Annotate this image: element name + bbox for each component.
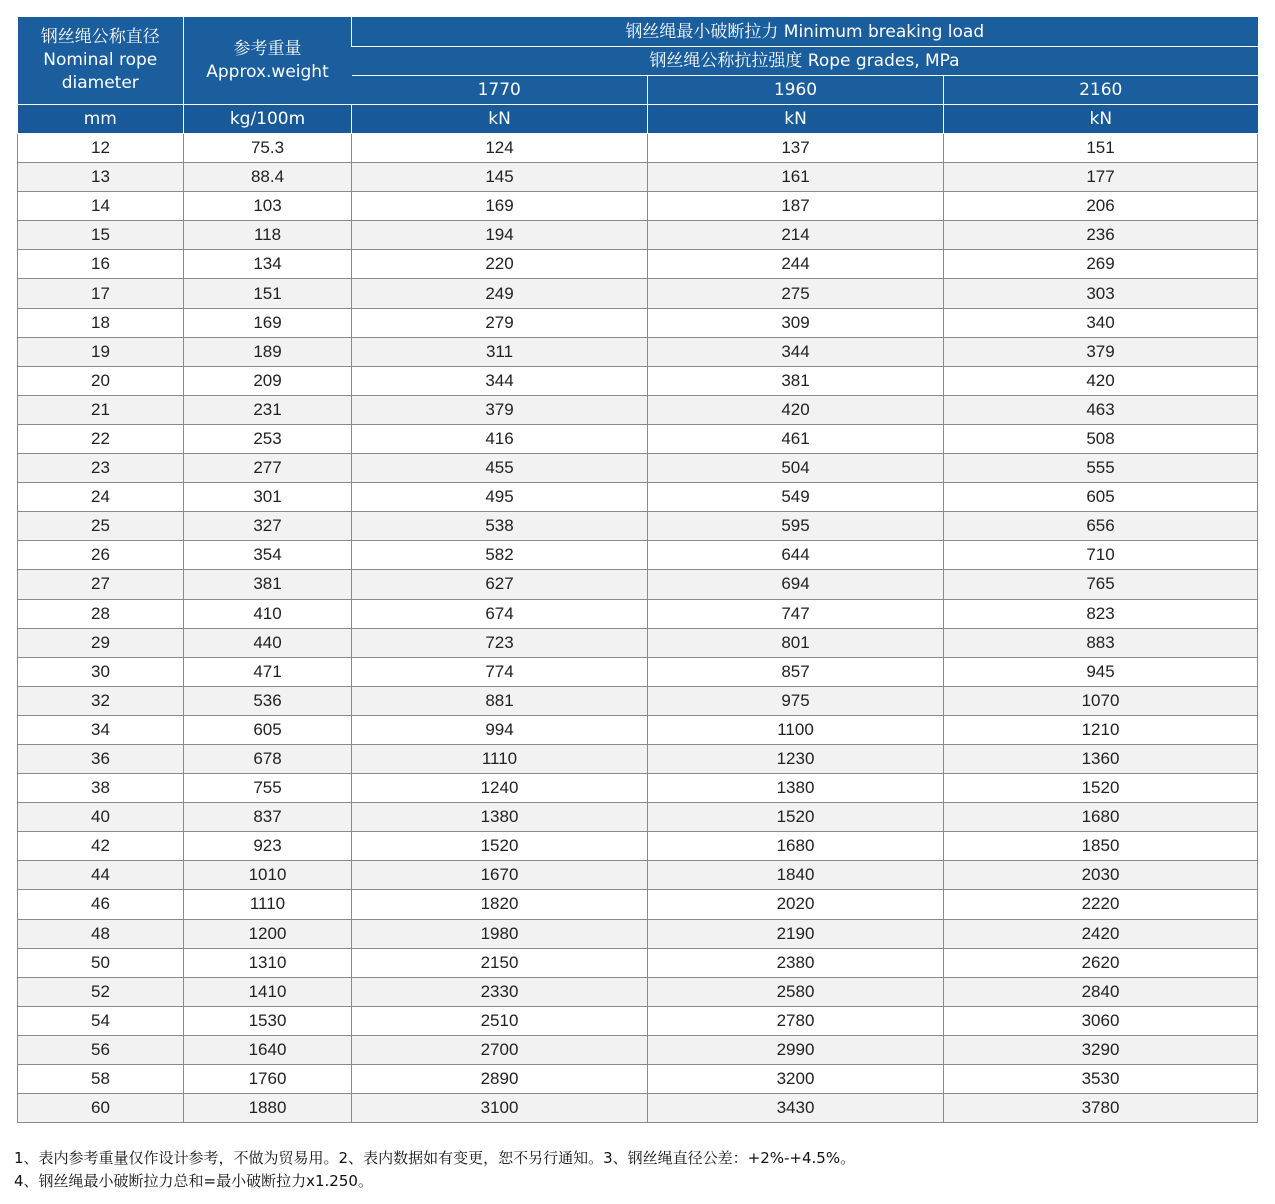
weight-cell: 88.4 xyxy=(184,163,352,192)
load-1770-cell: 1670 xyxy=(352,861,648,890)
table-row xyxy=(18,308,1258,337)
grade-header-1770: 1770 xyxy=(352,76,648,105)
load-2160-cell: 3060 xyxy=(944,1006,1258,1035)
weight-cell: 277 xyxy=(184,454,352,483)
load-1770-cell: 379 xyxy=(352,395,648,424)
load-2160-cell: 1360 xyxy=(944,744,1258,773)
load-1770-cell: 881 xyxy=(352,686,648,715)
diameter-cell: 15 xyxy=(18,221,184,250)
load-2160-cell: 3290 xyxy=(944,1035,1258,1064)
diameter-cell: 22 xyxy=(18,424,184,453)
weight-cell: 1310 xyxy=(184,948,352,977)
weight-cell: 1200 xyxy=(184,919,352,948)
diameter-cell: 17 xyxy=(18,279,184,308)
load-1770-cell: 2700 xyxy=(352,1035,648,1064)
weight-cell: 440 xyxy=(184,628,352,657)
diameter-cell: 44 xyxy=(18,861,184,890)
load-2160-cell: 508 xyxy=(944,424,1258,453)
weight-cell: 354 xyxy=(184,541,352,570)
load-1770-cell: 2890 xyxy=(352,1065,648,1094)
weight-cell: 301 xyxy=(184,483,352,512)
load-1770-cell: 674 xyxy=(352,599,648,628)
load-2160-cell: 605 xyxy=(944,483,1258,512)
load-1960-cell: 549 xyxy=(648,483,944,512)
load-2160-cell: 1520 xyxy=(944,774,1258,803)
breaking-load-table-container xyxy=(17,17,1257,1123)
load-2160-cell: 379 xyxy=(944,337,1258,366)
load-1960-cell: 461 xyxy=(648,424,944,453)
load-1770-cell: 416 xyxy=(352,424,648,453)
weight-cell: 1640 xyxy=(184,1035,352,1064)
load-1960-cell: 1520 xyxy=(648,803,944,832)
load-1770-cell: 344 xyxy=(352,366,648,395)
table-row xyxy=(18,890,1258,919)
breaking-load-header: 钢丝绳最小破断拉力 Minimum breaking load xyxy=(352,17,1258,47)
table-row xyxy=(18,337,1258,366)
diameter-cell: 19 xyxy=(18,337,184,366)
load-1960-cell: 644 xyxy=(648,541,944,570)
load-2160-cell: 463 xyxy=(944,395,1258,424)
load-2160-cell: 2420 xyxy=(944,919,1258,948)
weight-header-en: Approx.weight xyxy=(206,61,329,82)
diameter-cell: 56 xyxy=(18,1035,184,1064)
diameter-header-en2: diameter xyxy=(61,73,139,93)
load-1960-cell: 857 xyxy=(648,657,944,686)
diameter-cell: 52 xyxy=(18,977,184,1006)
table-row xyxy=(18,512,1258,541)
table-row xyxy=(18,1065,1258,1094)
weight-cell: 134 xyxy=(184,250,352,279)
load-1960-cell: 595 xyxy=(648,512,944,541)
weight-cell: 837 xyxy=(184,803,352,832)
weight-cell: 118 xyxy=(184,221,352,250)
load-2160-cell: 206 xyxy=(944,192,1258,221)
table-row xyxy=(18,570,1258,599)
diameter-cell: 21 xyxy=(18,395,184,424)
diameter-cell: 26 xyxy=(18,541,184,570)
diameter-cell: 34 xyxy=(18,715,184,744)
weight-cell: 755 xyxy=(184,774,352,803)
load-1960-cell: 3200 xyxy=(648,1065,944,1094)
table-row xyxy=(18,1035,1258,1064)
table-row xyxy=(18,715,1258,744)
weight-cell: 381 xyxy=(184,570,352,599)
table-row xyxy=(18,250,1258,279)
weight-cell: 209 xyxy=(184,366,352,395)
diameter-cell: 20 xyxy=(18,366,184,395)
load-1770-cell: 2150 xyxy=(352,948,648,977)
table-row xyxy=(18,483,1258,512)
diameter-cell: 46 xyxy=(18,890,184,919)
load-1770-cell: 495 xyxy=(352,483,648,512)
footnotes xyxy=(14,1147,855,1193)
rope-grades-header: 钢丝绳公称抗拉强度 Rope grades, MPa xyxy=(352,47,1258,76)
load-1960-cell: 2190 xyxy=(648,919,944,948)
weight-cell: 678 xyxy=(184,744,352,773)
table-row xyxy=(18,657,1258,686)
load-2160-cell: 2030 xyxy=(944,861,1258,890)
load-1960-cell: 3430 xyxy=(648,1094,944,1123)
load-2160-cell: 710 xyxy=(944,541,1258,570)
load-2160-cell: 945 xyxy=(944,657,1258,686)
unit-kn-1770: kN xyxy=(352,105,648,134)
load-2160-cell: 236 xyxy=(944,221,1258,250)
load-1960-cell: 1230 xyxy=(648,744,944,773)
weight-cell: 1010 xyxy=(184,861,352,890)
weight-cell: 923 xyxy=(184,832,352,861)
weight-cell: 410 xyxy=(184,599,352,628)
load-1770-cell: 1980 xyxy=(352,919,648,948)
load-1960-cell: 381 xyxy=(648,366,944,395)
table-row xyxy=(18,366,1258,395)
load-1770-cell: 1110 xyxy=(352,744,648,773)
load-1960-cell: 187 xyxy=(648,192,944,221)
load-1960-cell: 420 xyxy=(648,395,944,424)
unit-mm: mm xyxy=(18,105,184,134)
diameter-cell: 14 xyxy=(18,192,184,221)
load-1960-cell: 2990 xyxy=(648,1035,944,1064)
load-2160-cell: 340 xyxy=(944,308,1258,337)
breaking-load-table xyxy=(17,17,1258,1123)
load-1960-cell: 1100 xyxy=(648,715,944,744)
load-1770-cell: 249 xyxy=(352,279,648,308)
table-row xyxy=(18,1094,1258,1123)
table-row xyxy=(18,134,1258,163)
diameter-cell: 29 xyxy=(18,628,184,657)
load-1960-cell: 137 xyxy=(648,134,944,163)
diameter-header xyxy=(18,17,184,105)
table-row xyxy=(18,599,1258,628)
weight-cell: 536 xyxy=(184,686,352,715)
table-body xyxy=(18,134,1258,1123)
table-row xyxy=(18,395,1258,424)
load-1770-cell: 627 xyxy=(352,570,648,599)
weight-cell: 1880 xyxy=(184,1094,352,1123)
weight-cell: 1110 xyxy=(184,890,352,919)
load-1770-cell: 311 xyxy=(352,337,648,366)
load-1770-cell: 1520 xyxy=(352,832,648,861)
load-2160-cell: 2840 xyxy=(944,977,1258,1006)
table-row xyxy=(18,744,1258,773)
load-1770-cell: 1240 xyxy=(352,774,648,803)
table-row xyxy=(18,192,1258,221)
load-1770-cell: 2510 xyxy=(352,1006,648,1035)
load-1770-cell: 3100 xyxy=(352,1094,648,1123)
diameter-cell: 25 xyxy=(18,512,184,541)
diameter-cell: 36 xyxy=(18,744,184,773)
load-1770-cell: 194 xyxy=(352,221,648,250)
weight-cell: 327 xyxy=(184,512,352,541)
load-1960-cell: 504 xyxy=(648,454,944,483)
unit-kg-per-100m: kg/100m xyxy=(184,105,352,134)
load-2160-cell: 555 xyxy=(944,454,1258,483)
diameter-cell: 16 xyxy=(18,250,184,279)
load-2160-cell: 1850 xyxy=(944,832,1258,861)
load-2160-cell: 765 xyxy=(944,570,1258,599)
table-row xyxy=(18,861,1258,890)
diameter-cell: 58 xyxy=(18,1065,184,1094)
weight-cell: 605 xyxy=(184,715,352,744)
load-1960-cell: 2020 xyxy=(648,890,944,919)
load-1770-cell: 538 xyxy=(352,512,648,541)
load-1770-cell: 169 xyxy=(352,192,648,221)
load-1770-cell: 145 xyxy=(352,163,648,192)
diameter-cell: 32 xyxy=(18,686,184,715)
table-row xyxy=(18,803,1258,832)
diameter-cell: 23 xyxy=(18,454,184,483)
load-2160-cell: 656 xyxy=(944,512,1258,541)
load-1770-cell: 582 xyxy=(352,541,648,570)
load-1960-cell: 2780 xyxy=(648,1006,944,1035)
diameter-cell: 28 xyxy=(18,599,184,628)
load-1960-cell: 2580 xyxy=(648,977,944,1006)
load-2160-cell: 1680 xyxy=(944,803,1258,832)
diameter-cell: 27 xyxy=(18,570,184,599)
table-row xyxy=(18,977,1258,1006)
diameter-cell: 18 xyxy=(18,308,184,337)
diameter-cell: 50 xyxy=(18,948,184,977)
weight-cell: 75.3 xyxy=(184,134,352,163)
load-1770-cell: 1820 xyxy=(352,890,648,919)
load-2160-cell: 2220 xyxy=(944,890,1258,919)
table-row xyxy=(18,832,1258,861)
diameter-cell: 54 xyxy=(18,1006,184,1035)
load-2160-cell: 2620 xyxy=(944,948,1258,977)
weight-cell: 103 xyxy=(184,192,352,221)
load-1770-cell: 994 xyxy=(352,715,648,744)
weight-cell: 471 xyxy=(184,657,352,686)
table-header xyxy=(18,17,1258,134)
diameter-cell: 13 xyxy=(18,163,184,192)
grade-header-1960: 1960 xyxy=(648,76,944,105)
unit-kn-1960: kN xyxy=(648,105,944,134)
load-2160-cell: 420 xyxy=(944,366,1258,395)
load-1960-cell: 1380 xyxy=(648,774,944,803)
table-row xyxy=(18,774,1258,803)
table-row xyxy=(18,919,1258,948)
diameter-header-cn: 钢丝绳公称直径 xyxy=(40,27,160,47)
footnote-line-2: 4、钢丝绳最小破断拉力总和=最小破断拉力x1.250。 xyxy=(14,1172,373,1190)
diameter-cell: 42 xyxy=(18,832,184,861)
table-row xyxy=(18,628,1258,657)
diameter-cell: 40 xyxy=(18,803,184,832)
weight-header xyxy=(184,17,352,105)
load-1770-cell: 279 xyxy=(352,308,648,337)
diameter-cell: 30 xyxy=(18,657,184,686)
load-2160-cell: 3530 xyxy=(944,1065,1258,1094)
load-1960-cell: 1840 xyxy=(648,861,944,890)
load-1960-cell: 309 xyxy=(648,308,944,337)
diameter-cell: 24 xyxy=(18,483,184,512)
table-row xyxy=(18,948,1258,977)
load-1770-cell: 723 xyxy=(352,628,648,657)
load-1960-cell: 214 xyxy=(648,221,944,250)
load-1770-cell: 124 xyxy=(352,134,648,163)
load-2160-cell: 177 xyxy=(944,163,1258,192)
table-row xyxy=(18,686,1258,715)
load-1770-cell: 1380 xyxy=(352,803,648,832)
load-1960-cell: 694 xyxy=(648,570,944,599)
load-2160-cell: 303 xyxy=(944,279,1258,308)
table-row xyxy=(18,279,1258,308)
weight-cell: 1410 xyxy=(184,977,352,1006)
diameter-cell: 48 xyxy=(18,919,184,948)
weight-cell: 1530 xyxy=(184,1006,352,1035)
footnote-line-1: 1、表内参考重量仅作设计参考，不做为贸易用。2、表内数据如有变更，恕不另行通知。3、钢丝绳直径公差：+2%-+4.5%。 xyxy=(14,1149,856,1167)
load-1960-cell: 1680 xyxy=(648,832,944,861)
load-2160-cell: 1070 xyxy=(944,686,1258,715)
load-1770-cell: 2330 xyxy=(352,977,648,1006)
load-2160-cell: 883 xyxy=(944,628,1258,657)
diameter-cell: 38 xyxy=(18,774,184,803)
weight-header-cn: 参考重量 xyxy=(233,38,302,59)
table-row xyxy=(18,163,1258,192)
weight-cell: 151 xyxy=(184,279,352,308)
load-2160-cell: 151 xyxy=(944,134,1258,163)
weight-cell: 253 xyxy=(184,424,352,453)
diameter-header-en1: Nominal rope xyxy=(43,50,158,70)
load-2160-cell: 269 xyxy=(944,250,1258,279)
load-2160-cell: 1210 xyxy=(944,715,1258,744)
load-1960-cell: 2380 xyxy=(648,948,944,977)
weight-cell: 231 xyxy=(184,395,352,424)
load-1770-cell: 455 xyxy=(352,454,648,483)
load-1960-cell: 344 xyxy=(648,337,944,366)
diameter-cell: 12 xyxy=(18,134,184,163)
weight-cell: 189 xyxy=(184,337,352,366)
weight-cell: 1760 xyxy=(184,1065,352,1094)
weight-cell: 169 xyxy=(184,308,352,337)
table-row xyxy=(18,424,1258,453)
load-2160-cell: 823 xyxy=(944,599,1258,628)
load-1960-cell: 275 xyxy=(648,279,944,308)
load-2160-cell: 3780 xyxy=(944,1094,1258,1123)
load-1960-cell: 975 xyxy=(648,686,944,715)
grade-header-2160: 2160 xyxy=(944,76,1258,105)
table-row xyxy=(18,454,1258,483)
unit-kn-2160: kN xyxy=(944,105,1258,134)
load-1960-cell: 747 xyxy=(648,599,944,628)
load-1770-cell: 774 xyxy=(352,657,648,686)
load-1960-cell: 801 xyxy=(648,628,944,657)
table-row xyxy=(18,1006,1258,1035)
load-1960-cell: 244 xyxy=(648,250,944,279)
load-1770-cell: 220 xyxy=(352,250,648,279)
table-row xyxy=(18,541,1258,570)
diameter-cell: 60 xyxy=(18,1094,184,1123)
load-1960-cell: 161 xyxy=(648,163,944,192)
table-row xyxy=(18,221,1258,250)
